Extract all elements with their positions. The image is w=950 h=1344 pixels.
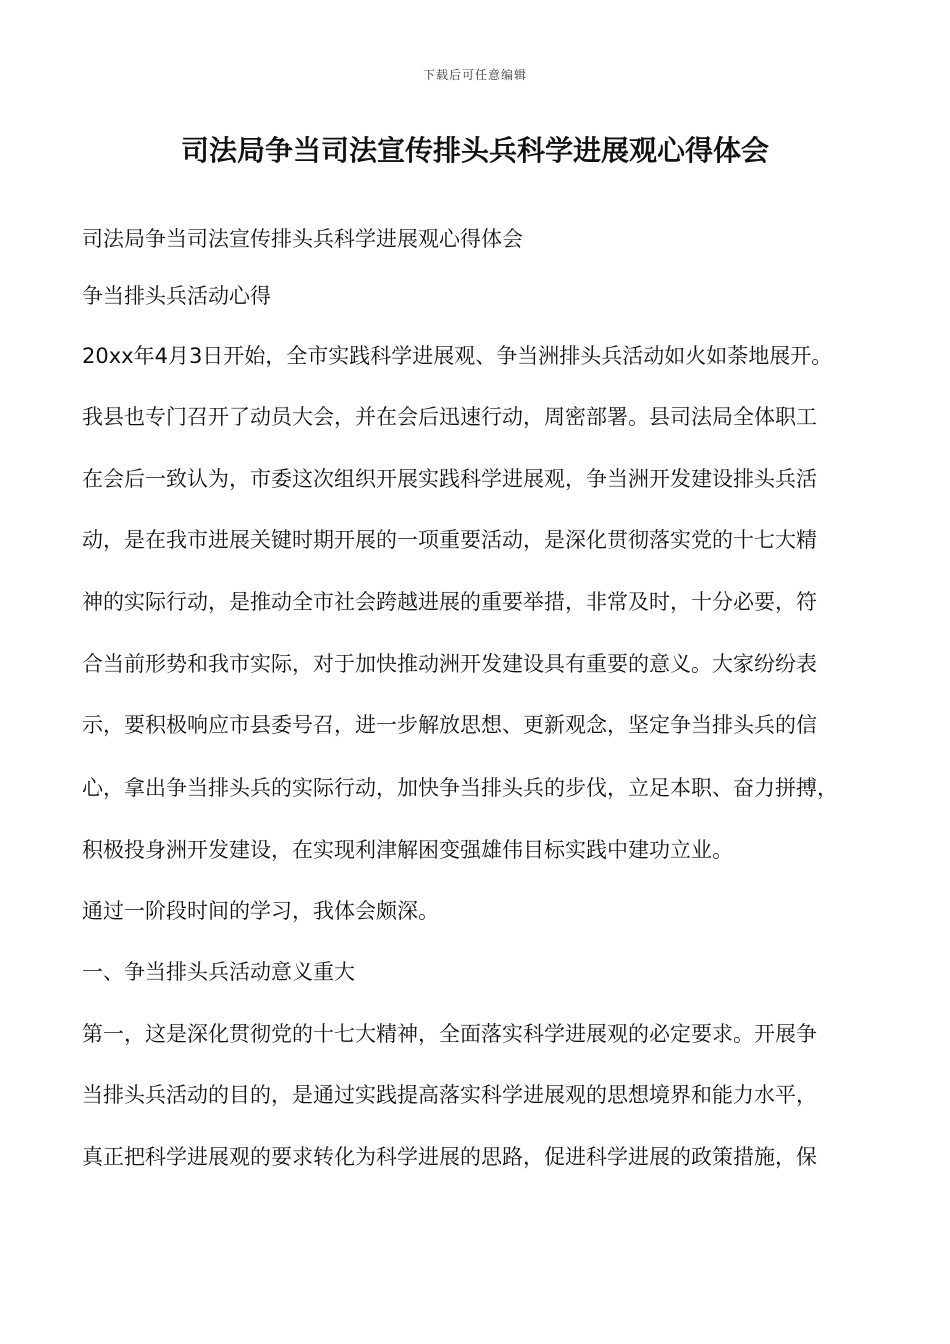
- paragraph-line: 示，要积极响应市县委号召，进一步解放思想、更新观念，坚定争当排头兵的信: [82, 713, 817, 737]
- section-heading: 一、争当排头兵活动意义重大: [82, 960, 355, 984]
- paragraph-line: 神的实际行动，是推动全市社会跨越进展的重要举措，非常及时，十分必要，符: [82, 590, 817, 614]
- header-note: 下载后可任意编辑: [422, 68, 527, 82]
- paragraph-line: 动，是在我市进展关键时期开展的一项重要活动，是深化贯彻落实党的十七大精: [82, 528, 817, 552]
- paragraph-line: 合当前形势和我市实际，对于加快推动洲开发建设具有重要的意义。大家纷纷表: [82, 652, 817, 676]
- paragraph-line: 真正把科学进展观的要求转化为科学进展的思路，促进科学进展的政策措施，保: [82, 1145, 817, 1169]
- paragraph-line: 当排头兵活动的目的，是通过实践提高落实科学进展观的思想境界和能力水平，: [82, 1083, 817, 1107]
- paragraph-line: 第一，这是深化贯彻党的十七大精神，全面落实科学进展观的必定要求。开展争: [82, 1022, 817, 1046]
- paragraph-line: 20xx年4月3日开始，全市实践科学进展观、争当洲排头兵活动如火如荼地展开。: [82, 344, 833, 368]
- document-title: 司法局争当司法宣传排头兵科学进展观心得体会: [180, 134, 769, 167]
- paragraph-line: 在会后一致认为，市委这次组织开展实践科学进展观，争当洲开发建设排头兵活: [82, 467, 817, 491]
- paragraph-line-subtitle: 司法局争当司法宣传排头兵科学进展观心得体会: [82, 227, 523, 251]
- paragraph-line: 积极投身洲开发建设，在实现利津解困变强雄伟目标实践中建功立业。: [82, 838, 733, 862]
- paragraph-line-heading: 争当排头兵活动心得: [82, 284, 271, 308]
- paragraph-line: 通过一阶段时间的学习，我体会颇深。: [82, 899, 439, 923]
- paragraph-line: 我县也专门召开了动员大会，并在会后迅速行动，周密部署。县司法局全体职工: [82, 405, 817, 429]
- paragraph-line: 心，拿出争当排头兵的实际行动，加快争当排头兵的步伐，立足本职、奋力拼搏，: [82, 776, 838, 800]
